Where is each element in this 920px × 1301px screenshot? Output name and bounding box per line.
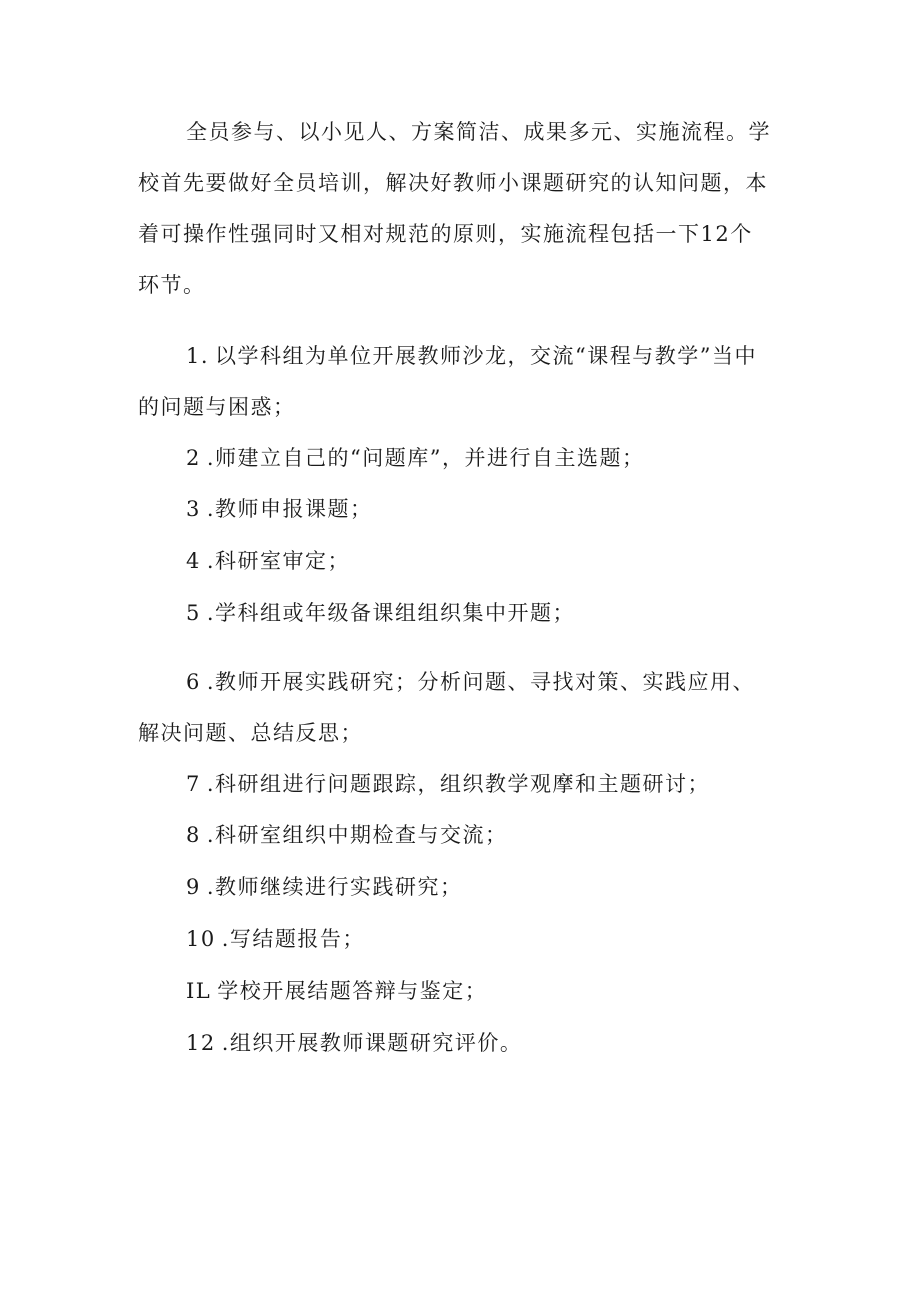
item-number: 9	[186, 875, 201, 899]
item-number: 8	[186, 823, 201, 847]
list-item	[186, 976, 487, 1006]
list-item	[186, 872, 463, 902]
item-number: 10	[186, 927, 216, 951]
item-number: IL	[186, 979, 212, 1003]
item-text: .教师继续进行实践研究；	[206, 875, 463, 899]
intro-line: 着可操作性强同时又相对规范的原则，实施流程包括一下12个	[138, 222, 753, 246]
intro-line: 环节。	[138, 273, 206, 297]
item-text: .教师开展实践研究；分析问题、寻找对策、实践应用、	[206, 670, 756, 694]
list-item	[186, 667, 755, 697]
item-text: .学科组或年级备课组组织集中开题；	[206, 601, 576, 625]
item-text: 学校开展结题答辩与鉴定；	[217, 979, 488, 1003]
item-number: 7	[186, 772, 201, 796]
item-number: 2	[186, 446, 201, 470]
intro-line: 全员参与、以小见人、方案简洁、成果多元、实施流程。学	[186, 120, 771, 144]
item-text: .写结题报告；	[221, 927, 365, 951]
item-number: 3	[186, 497, 201, 521]
list-item	[186, 1028, 522, 1058]
item-number: 12	[186, 1031, 216, 1055]
item-text: .师建立自己的“问题库”，并进行自主选题；	[206, 446, 645, 470]
list-item-continuation: 的问题与困惑；	[138, 395, 296, 419]
list-item	[186, 598, 575, 628]
list-item	[186, 494, 373, 524]
list-item	[186, 769, 710, 799]
item-number: 1.	[186, 344, 210, 368]
item-text: 以学科组为单位开展教师沙龙，交流“课程与教学”当中	[215, 344, 758, 368]
list-item	[186, 820, 508, 850]
list-item	[186, 341, 757, 371]
item-text: .教师申报课题；	[206, 497, 373, 521]
list-item	[186, 924, 365, 954]
item-text: .科研组进行问题跟踪，组织教学观摩和主题研讨；	[206, 772, 711, 796]
list-item	[186, 546, 350, 576]
item-number: 5	[186, 601, 201, 625]
item-text: .组织开展教师课题研究评价。	[221, 1031, 523, 1055]
item-number: 4	[186, 549, 201, 573]
item-number: 6	[186, 670, 201, 694]
list-item-continuation: 解决问题、总结反思；	[138, 721, 363, 745]
item-text: .科研室组织中期检查与交流；	[206, 823, 508, 847]
list-item	[186, 443, 645, 473]
item-text: .科研室审定；	[206, 549, 351, 573]
intro-line: 校首先要做好全员培训，解决好教师小课题研究的认知问题，本	[138, 171, 768, 195]
